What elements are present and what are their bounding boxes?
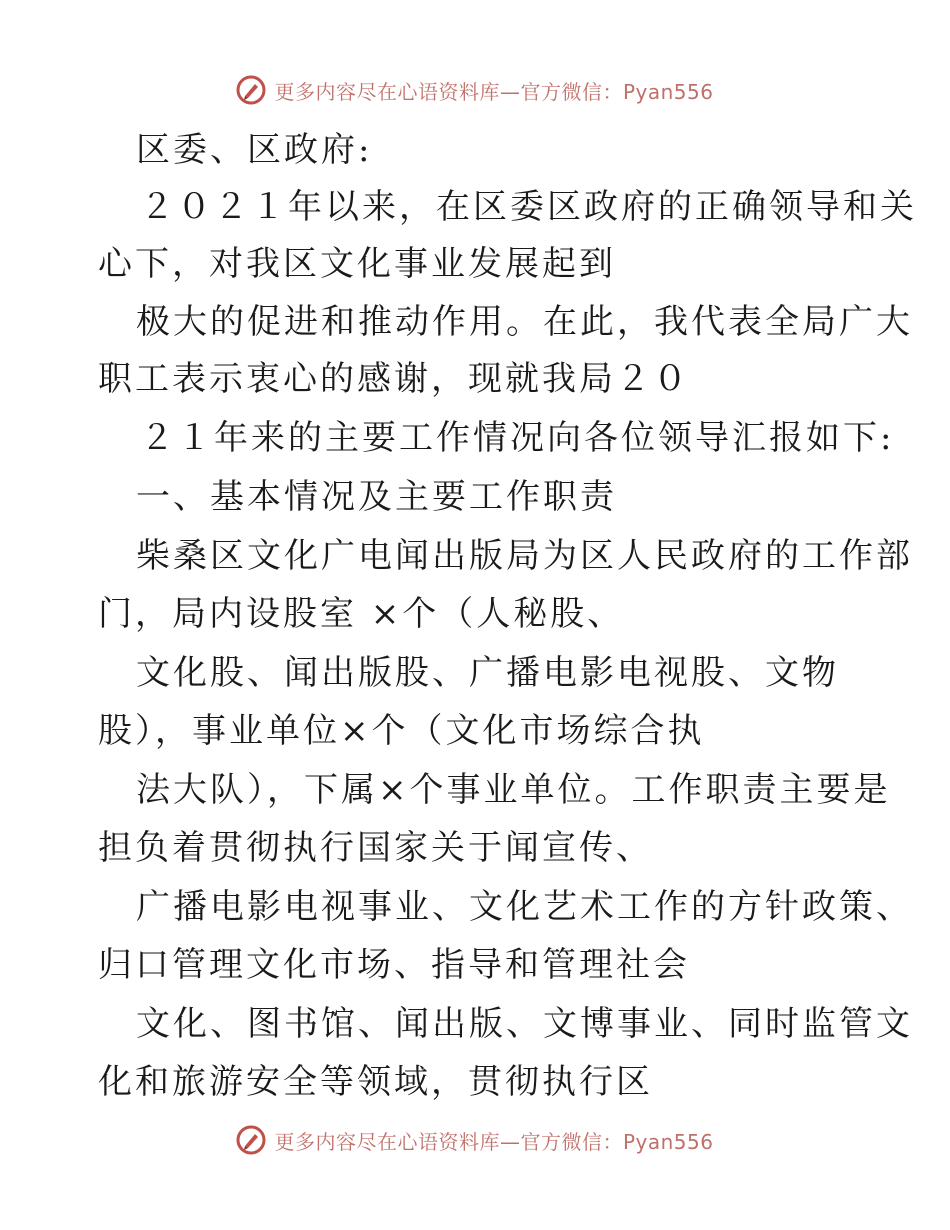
text-line: 法大队），下属×个事业单位。工作职责主要是 [136,770,891,810]
watermark-header [0,70,950,110]
text-line: 担负着贯彻执行国家关于闻宣传、 [98,828,653,868]
text-line: 门，局内设股室 ×个（人秘股、 [98,594,625,634]
text-line: 股），事业单位×个（文化市场综合执 [98,711,705,751]
text-line: 化和旅游安全等领域，贯彻执行区 [98,1062,653,1102]
text-line: 心下，对我区文化事业发展起到 [98,244,616,284]
text-line: 极大的促进和推动作用。在此，我代表全局广大 [136,302,913,342]
watermark-text: 更多内容尽在心语资料库—官方微信：Pyan556 [274,79,714,104]
text-line: 归口管理文化市场、指导和管理社会 [98,945,690,985]
text-line: ２０２１年以来，在区委区政府的正确领导和关 [140,187,917,227]
pen-logo-icon [236,75,266,105]
text-line: 区委、区政府: [136,130,373,170]
text-line: ２１年来的主要工作情况向各位领导汇报如下: [140,418,895,458]
pen-logo-icon [236,1125,266,1155]
section-heading: 一、基本情况及主要工作职责 [136,477,617,517]
text-line: 文化、图书馆、闻出版、文博事业、同时监管文 [136,1004,913,1044]
text-line: 文化股、闻出版股、广播电影电视股、文物 [136,653,839,693]
watermark-text: 更多内容尽在心语资料库—官方微信：Pyan556 [274,1129,714,1154]
watermark-footer [0,1120,950,1160]
text-line: 广播电影电视事业、文化艺术工作的方针政策、 [136,887,913,927]
text-line: 柴桑区文化广电闻出版局为区人民政府的工作部 [136,536,913,576]
text-line: 职工表示衷心的感谢，现就我局２０ [98,359,690,399]
